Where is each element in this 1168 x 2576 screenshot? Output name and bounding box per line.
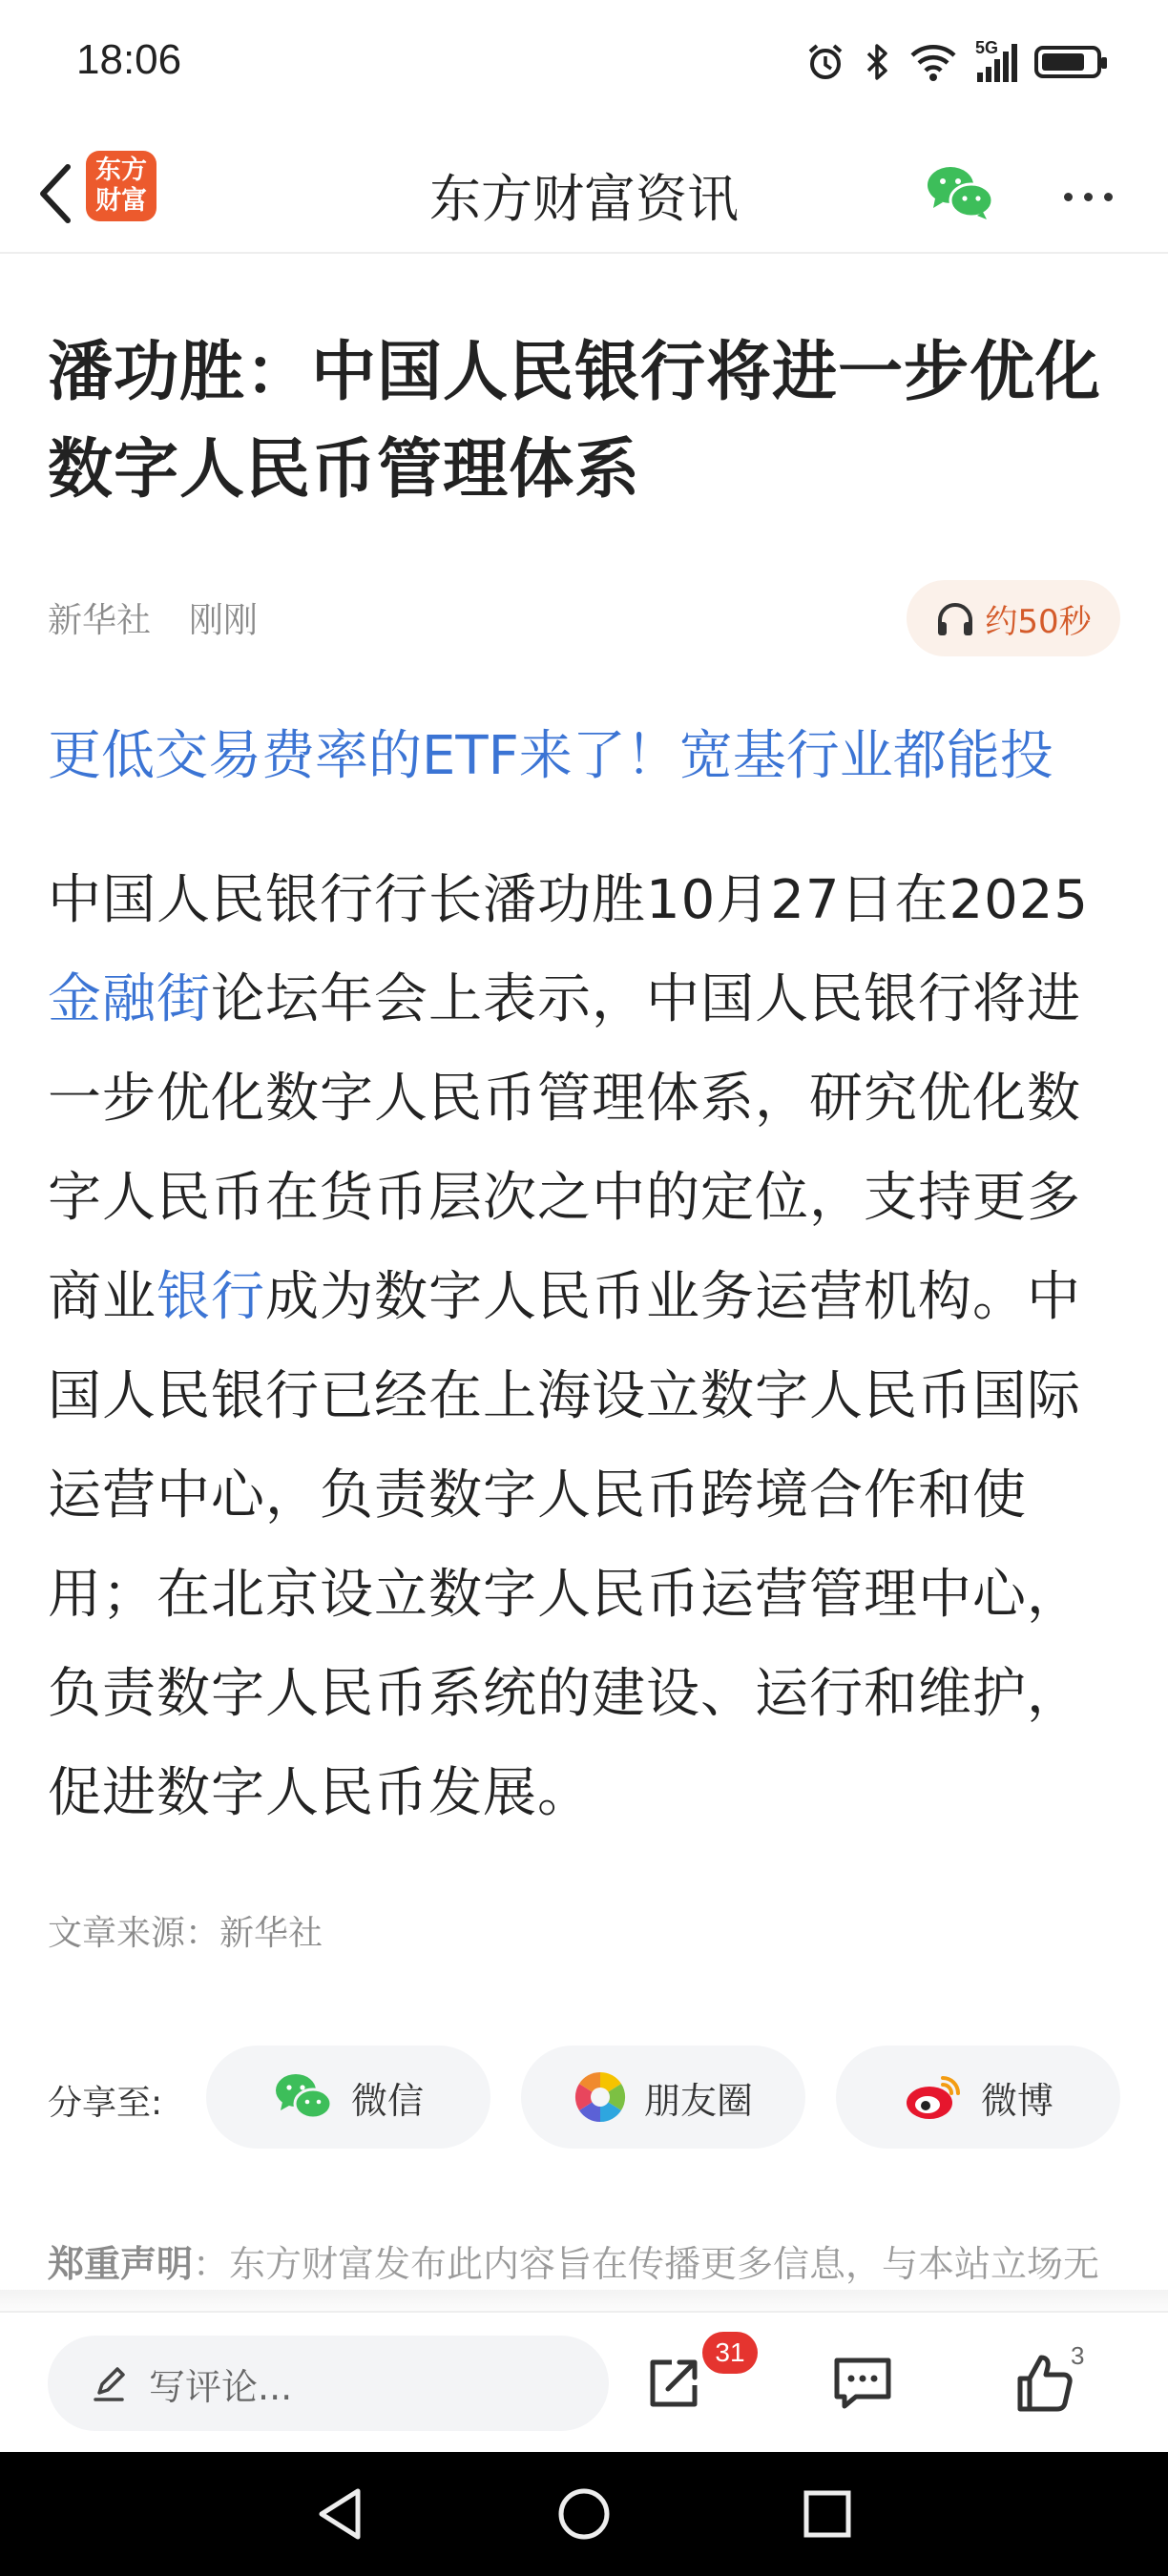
triangle-back-icon xyxy=(314,2485,367,2543)
system-home-button[interactable] xyxy=(551,2481,617,2547)
article xyxy=(48,324,1120,519)
comments-button[interactable] xyxy=(824,2345,901,2421)
system-back-button[interactable] xyxy=(307,2481,374,2547)
listen-duration: 约50秒 xyxy=(985,602,1092,641)
status-time: 18:06 xyxy=(76,36,182,83)
network-type-label: 5G xyxy=(975,38,999,57)
more-dot-icon xyxy=(1104,193,1113,201)
article-body xyxy=(48,851,1120,1843)
disclaimer xyxy=(48,2233,1120,2296)
pen-icon xyxy=(90,2364,128,2402)
5g-signal-icon xyxy=(975,38,1017,82)
app-header xyxy=(0,134,1168,254)
battery-icon xyxy=(1034,46,1101,78)
keyword-link-jinrongjie[interactable]: 金融街 xyxy=(48,968,211,1030)
share-moments-label: 朋友圈 xyxy=(643,2079,753,2122)
listen-audio-button[interactable] xyxy=(907,580,1120,656)
logo-line-2: 财富 xyxy=(95,186,147,216)
disclaimer-text: ：东方财富发布此内容旨在传播更多信息，与本站立场无 xyxy=(193,2243,1100,2285)
share-row xyxy=(48,2046,1120,2149)
wechat-share-button[interactable] xyxy=(922,155,998,231)
page-title: 东方财富资讯 xyxy=(429,169,739,229)
wechat-icon xyxy=(922,155,998,231)
comment-placeholder: 写评论... xyxy=(149,2365,293,2408)
share-weibo-label: 微博 xyxy=(980,2079,1053,2122)
system-recents-button[interactable] xyxy=(794,2481,861,2547)
status-bar xyxy=(0,0,1168,134)
share-wechat-label: 微信 xyxy=(350,2079,424,2122)
article-meta xyxy=(48,580,1120,660)
moments-icon xyxy=(574,2070,627,2124)
more-dot-icon xyxy=(1084,193,1093,201)
more-dot-icon xyxy=(1064,193,1073,201)
article-headline: 潘功胜：中国人民银行将进一步优化数字人民币管理体系 xyxy=(48,335,1102,508)
wifi-icon xyxy=(908,42,958,82)
status-icons xyxy=(805,38,1101,82)
promo-link[interactable]: 更低交易费率的ETF来了！宽基行业都能投 xyxy=(48,725,1053,787)
wechat-icon xyxy=(273,2071,334,2123)
share-label: 分享至: xyxy=(48,2084,163,2123)
share-wechat-button[interactable] xyxy=(206,2046,490,2149)
logo-line-1: 东方 xyxy=(95,156,147,185)
comment-input[interactable] xyxy=(48,2336,609,2431)
more-options-button[interactable] xyxy=(1050,158,1126,235)
body-text-1: 中国人民银行行长潘功胜10月27日在2025 xyxy=(48,869,1090,931)
share-moments-button[interactable] xyxy=(521,2046,805,2149)
headphones-icon xyxy=(935,599,975,637)
share-button[interactable] xyxy=(636,2345,712,2421)
article-time: 刚刚 xyxy=(189,601,259,640)
keyword-link-yinhang[interactable]: 银行 xyxy=(156,1266,265,1328)
like-count: 3 xyxy=(1071,2341,1085,2370)
article-source: 新华社 xyxy=(48,601,152,640)
bluetooth-icon xyxy=(863,42,891,82)
alarm-icon xyxy=(805,42,845,82)
square-recents-icon xyxy=(801,2487,854,2541)
article-source-line: 文章来源：新华社 xyxy=(48,1914,323,1953)
bottom-action-bar xyxy=(0,2311,1168,2452)
share-weibo-button[interactable] xyxy=(836,2046,1120,2149)
comment-icon xyxy=(831,2353,894,2414)
share-count-badge: 31 xyxy=(702,2332,758,2374)
disclaimer-title: 郑重声明 xyxy=(48,2243,194,2285)
system-navigation-bar xyxy=(0,2452,1168,2576)
weibo-icon xyxy=(903,2072,964,2122)
thumbs-up-icon xyxy=(1012,2352,1075,2415)
body-text-2: 论坛年会上表示，中国人民银行将进一步优化数字人民币管理体系，研究优化数字人民币在货币层次之中的定位，支持更多商业 xyxy=(48,968,1081,1328)
share-icon xyxy=(643,2353,704,2414)
body-text-3: 成为数字人民币业务运营机构。中国人民银行已经在上海设立数字人民币国际运营中心，负责数字人民币跨境合作和使用；在北京设立数字人民币运营管理中心，负责数字人民币系统的建设、运行和维护，促进数字人民币发展。 xyxy=(48,1266,1081,1824)
circle-home-icon xyxy=(555,2485,613,2543)
